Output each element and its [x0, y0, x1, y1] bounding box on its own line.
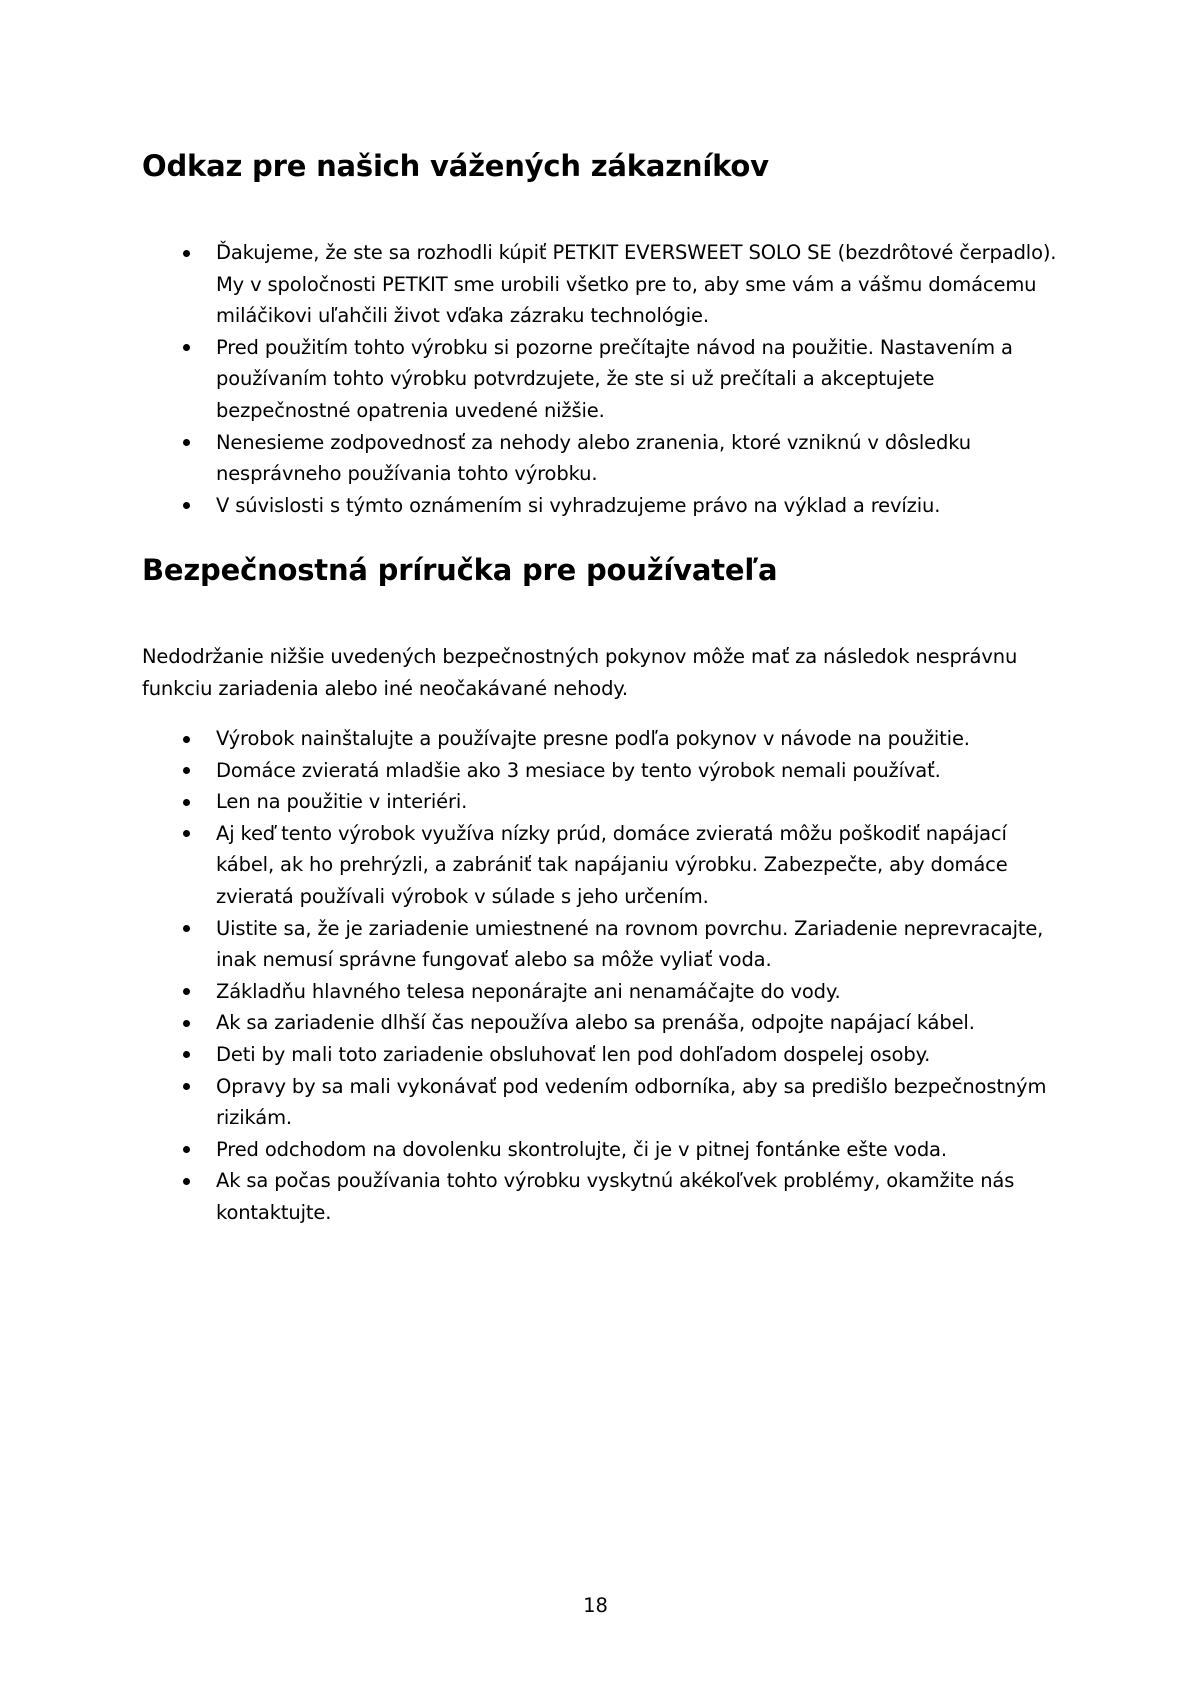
- list-item: Aj keď tento výrobok využíva nízky prúd, domáce zvieratá môžu poškodiť napájací kábel, ak ho prehrýzli, a zabrániť tak napájaniu výrobku. Zabezpečte, aby domáce zvieratá používali výrobok v súlade s jeho určením.: [142, 818, 1062, 913]
- list-item: Ďakujeme, že ste sa rozhodli kúpiť PETKIT EVERSWEET SOLO SE (bezdrôtové čerpadlo). My v spoločnosti PETKIT sme urobili všetko pre to, aby sme vám a vášmu domácemu miláčikovi uľahčili život vďaka zázraku technológie.: [142, 237, 1062, 332]
- list-item: Deti by mali toto zariadenie obsluhovať len pod dohľadom dospelej osoby.: [142, 1039, 1062, 1071]
- list-item: Ak sa zariadenie dlhší čas nepoužíva alebo sa prenáša, odpojte napájací kábel.: [142, 1007, 1062, 1039]
- safety-heading: Bezpečnostná príručka pre používateľa: [142, 553, 778, 587]
- list-item: Základňu hlavného telesa neponárajte ani nenamáčajte do vody.: [142, 976, 1062, 1008]
- page-number: 18: [583, 1594, 608, 1617]
- list-item: Uistite sa, že je zariadenie umiestnené na rovnom povrchu. Zariadenie neprevracajte, inak nemusí správne fungovať alebo sa môže vyliať voda.: [142, 913, 1062, 976]
- notice-list: [142, 237, 1062, 521]
- list-item: Opravy by sa mali vykonávať pod vedením odborníka, aby sa predišlo bezpečnostným rizikám.: [142, 1071, 1062, 1134]
- list-item: Ak sa počas používania tohto výrobku vyskytnú akékoľvek problémy, okamžite nás kontaktujte.: [142, 1165, 1062, 1228]
- list-item: Pred použitím tohto výrobku si pozorne prečítajte návod na použitie. Nastavením a používaním tohto výrobku potvrdzujete, že ste si už prečítali a akceptujete bezpečnostné opatrenia uvedené nižšie.: [142, 332, 1062, 427]
- list-item: Domáce zvieratá mladšie ako 3 mesiace by tento výrobok nemali používať.: [142, 755, 1062, 787]
- safety-list: [142, 723, 1062, 1229]
- list-item: Pred odchodom na dovolenku skontrolujte, či je v pitnej fontánke ešte voda.: [142, 1134, 1062, 1166]
- safety-intro: Nedodržanie nižšie uvedených bezpečnostných pokynov môže mať za následok nesprávnu funkciu zariadenia alebo iné neočakávané nehody.: [142, 645, 1018, 700]
- notice-heading: Odkaz pre našich vážených zákazníkov: [142, 149, 769, 183]
- list-item: V súvislosti s týmto oznámením si vyhradzujeme právo na výklad a revíziu.: [142, 490, 1062, 522]
- list-item: Nenesieme zodpovednosť za nehody alebo zranenia, ktoré vzniknú v dôsledku nesprávneho používania tohto výrobku.: [142, 427, 1062, 490]
- list-item: Len na použitie v interiéri.: [142, 786, 1062, 818]
- list-item: Výrobok nainštalujte a používajte presne podľa pokynov v návode na použitie.: [142, 723, 1062, 755]
